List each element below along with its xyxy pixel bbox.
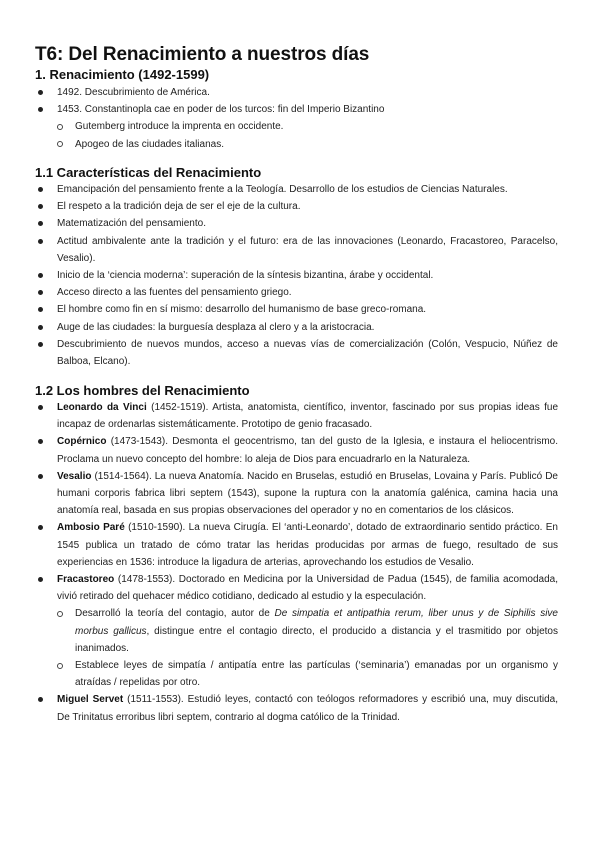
sub-text: Desarrolló la teoría del contagio, autor de (75, 608, 275, 620)
list-item-copernico (35, 433, 558, 467)
list-item-fracastoreo (35, 571, 558, 605)
list-item: El respeto a la tradición deja de ser el eje de la cultura. (35, 198, 558, 215)
person-description: (1511-1553). Estudió leyes, contactó con teólogos reformadores y escribió una, muy discutida, De Trinitatus erroribus libri septem, contrario al dogma católico de la Trinidad. (57, 694, 558, 723)
list-item: Acceso directo a las fuentes del pensamiento griego. (35, 284, 558, 301)
list-item: Matematización del pensamiento. (35, 215, 558, 232)
book-title: De simpatia et antipathia rerum, liber unus y de Siphilis sive morbus gallicus (75, 608, 558, 637)
person-name: Fracastoreo (57, 574, 115, 586)
sub-list-item-contagio (35, 605, 558, 657)
list-item: Inicio de la ‘ciencia moderna’: superación de la síntesis bizantina, árabe y occidental. (35, 267, 558, 284)
sub-text: , distingue entre el contagio directo, el producido a distancia y el trasmitido por objetos inanimados. (75, 625, 558, 654)
list-item: Descubrimiento de nuevos mundos, acceso a nuevas vías de comercialización (Colón, Vespucio, Núñez de Balboa, Elcano). (35, 336, 558, 370)
list-item: 1453. Constantinopla cae en poder de los turcos: fin del Imperio Bizantino (35, 101, 558, 118)
caracteristicas-list (35, 181, 558, 370)
hombres-list (35, 399, 558, 726)
section-heading-renacimiento: 1. Renacimiento (1492-1599) (35, 67, 210, 82)
person-name: Leonardo da Vinci (57, 402, 147, 413)
person-name: Copérnico (57, 436, 107, 448)
person-description: (1478-1553). Doctorado en Medicina por la Universidad de Padua (1545), de familia acomodada, vivió retirado del quehacer médico cotidiano, dedicado al estudio y la especulación. (57, 574, 558, 603)
list-item: El hombre como fin en sí mismo: desarrollo del humanismo de base greco-romana. (35, 301, 558, 318)
person-name: Vesalio (57, 470, 92, 482)
list-item: Actitud ambivalente ante la tradición y el futuro: era de las innovaciones (Leonardo, Fracastoreo, Paracelso, Vesalio). (35, 233, 558, 267)
section-heading-hombres: 1.2 Los hombres del Renacimiento (35, 383, 250, 398)
person-description: (1452-1519). Artista, anatomista, científico, inventor, fascinado por sus propias ideas fue incapaz de ordenarlas sistemáticamente. Prototipo de genio fracasado. (57, 402, 559, 431)
person-name: Miguel Servet (57, 694, 124, 706)
list-item-leonardo (35, 399, 558, 433)
renacimiento-list (35, 84, 558, 153)
list-item-pare (35, 519, 558, 571)
list-item-vesalio (35, 468, 558, 520)
person-description: (1473-1543). Desmonta el geocentrismo, tan del gusto de la Iglesia, e instaura el heliocentrismo. Proclama un nuevo concepto del hombre: lo aleja de Dios para encuadrarlo en la Naturaleza. (57, 436, 558, 465)
sub-list-item-simpatia: Establece leyes de simpatía / antipatía entre las partículas (‘seminaria’) emanadas por un organismo y atraídas / repelidas por otro. (35, 657, 558, 691)
person-description: (1514-1564). La nueva Anatomía. Nacido en Bruselas, estudió en Bruselas, Lovaina y París. Publicó De humani corporis fabrica libri septem (1543), supone la ruptura con la anatomía galénica, camina hacia una anatomía real, basada en sus propias observaciones del operador y no en comentarios de los clásicos. (57, 470, 558, 517)
sub-list-item: Gutemberg introduce la imprenta en occidente. (35, 118, 558, 135)
list-item: Auge de las ciudades: la burguesía desplaza al clero y a la aristocracia. (35, 319, 558, 336)
list-item: Emancipación del pensamiento frente a la Teología. Desarrollo de los estudios de Ciencias Naturales. (35, 181, 558, 198)
page-title: T6: Del Renacimiento a nuestros días (35, 44, 370, 65)
sub-list-item: Apogeo de las ciudades italianas. (35, 136, 558, 153)
person-description: (1510-1590). La nueva Cirugía. El ‘anti-Leonardo’, dotado de extraordinario sentido práctico. En 1545 publica un tratado de cómo tratar las heridas producidas por armas de fuego, resultado de sus experiencias en 1536: introduce la ligadura de arterias, aprovechando los estudios de Vesalio. (57, 522, 558, 568)
section-heading-caracteristicas: 1.1 Características del Renacimiento (35, 165, 262, 180)
list-item: 1492. Descubrimiento de América. (35, 84, 558, 101)
person-name: Ambosio Paré (57, 522, 125, 534)
list-item-servet (35, 691, 558, 725)
